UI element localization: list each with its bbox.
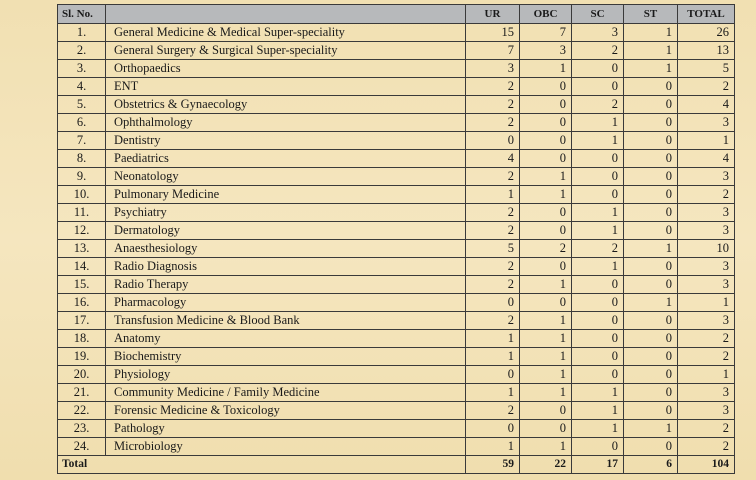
cell-total: 3	[678, 402, 735, 420]
table-row	[58, 402, 735, 420]
cell-ur: 0	[466, 366, 520, 384]
cell-sl-no: 5.	[58, 96, 106, 114]
header-st: ST	[624, 5, 678, 24]
table-row	[58, 258, 735, 276]
cell-sl-no: 1.	[58, 24, 106, 42]
cell-department: Orthopaedics	[106, 60, 466, 78]
cell-total: 2	[678, 78, 735, 96]
cell-sc: 0	[572, 186, 624, 204]
cell-sl-no: 8.	[58, 150, 106, 168]
cell-total: 3	[678, 114, 735, 132]
cell-department: Pharmacology	[106, 294, 466, 312]
cell-department: Ophthalmology	[106, 114, 466, 132]
cell-total: 1	[678, 294, 735, 312]
cell-obc: 2	[520, 240, 572, 258]
table-row	[58, 348, 735, 366]
table-row	[58, 330, 735, 348]
cell-total: 2	[678, 348, 735, 366]
cell-st: 0	[624, 330, 678, 348]
cell-sl-no: 24.	[58, 438, 106, 456]
cell-ur: 2	[466, 168, 520, 186]
cell-sc: 0	[572, 78, 624, 96]
cell-total: 2	[678, 330, 735, 348]
cell-department: Dentistry	[106, 132, 466, 150]
cell-sl-no: 11.	[58, 204, 106, 222]
cell-st: 1	[624, 24, 678, 42]
cell-obc: 1	[520, 60, 572, 78]
table-row	[58, 24, 735, 42]
cell-total: 2	[678, 420, 735, 438]
cell-department: Community Medicine / Family Medicine	[106, 384, 466, 402]
cell-sc: 2	[572, 240, 624, 258]
cell-ur: 2	[466, 222, 520, 240]
cell-obc: 1	[520, 366, 572, 384]
cell-total: 3	[678, 276, 735, 294]
cell-department: Dermatology	[106, 222, 466, 240]
seat-distribution-table	[57, 4, 735, 474]
header-ur: UR	[466, 5, 520, 24]
cell-ur: 2	[466, 78, 520, 96]
cell-department: Anatomy	[106, 330, 466, 348]
cell-sc: 1	[572, 222, 624, 240]
cell-obc: 0	[520, 258, 572, 276]
total-label: Total	[58, 456, 466, 474]
cell-sl-no: 23.	[58, 420, 106, 438]
cell-sc: 1	[572, 420, 624, 438]
cell-department: Paediatrics	[106, 150, 466, 168]
cell-ur: 2	[466, 312, 520, 330]
cell-ur: 2	[466, 114, 520, 132]
cell-department: Transfusion Medicine & Blood Bank	[106, 312, 466, 330]
cell-st: 1	[624, 60, 678, 78]
cell-ur: 5	[466, 240, 520, 258]
cell-sl-no: 18.	[58, 330, 106, 348]
cell-obc: 0	[520, 222, 572, 240]
cell-st: 0	[624, 114, 678, 132]
cell-obc: 1	[520, 438, 572, 456]
cell-obc: 0	[520, 294, 572, 312]
table-row	[58, 222, 735, 240]
cell-ur: 1	[466, 384, 520, 402]
table-row	[58, 276, 735, 294]
cell-sl-no: 2.	[58, 42, 106, 60]
cell-ur: 7	[466, 42, 520, 60]
table-row	[58, 204, 735, 222]
cell-ur: 2	[466, 402, 520, 420]
cell-total: 3	[678, 204, 735, 222]
cell-ur: 1	[466, 186, 520, 204]
cell-department: General Medicine & Medical Super-speciality	[106, 24, 466, 42]
cell-ur: 0	[466, 294, 520, 312]
cell-st: 1	[624, 42, 678, 60]
cell-sl-no: 10.	[58, 186, 106, 204]
cell-sl-no: 14.	[58, 258, 106, 276]
cell-st: 1	[624, 240, 678, 258]
total-sc: 17	[572, 456, 624, 474]
cell-total: 4	[678, 150, 735, 168]
header-sl-no: Sl. No.	[58, 5, 106, 24]
cell-total: 3	[678, 384, 735, 402]
cell-department: Neonatology	[106, 168, 466, 186]
cell-sl-no: 19.	[58, 348, 106, 366]
cell-st: 0	[624, 96, 678, 114]
cell-total: 4	[678, 96, 735, 114]
cell-obc: 0	[520, 132, 572, 150]
cell-sl-no: 16.	[58, 294, 106, 312]
cell-ur: 2	[466, 204, 520, 222]
cell-total: 2	[678, 186, 735, 204]
table-row	[58, 294, 735, 312]
total-st: 6	[624, 456, 678, 474]
table-row	[58, 312, 735, 330]
header-total: TOTAL	[678, 5, 735, 24]
cell-sl-no: 21.	[58, 384, 106, 402]
cell-st: 0	[624, 348, 678, 366]
cell-department: Anaesthesiology	[106, 240, 466, 258]
cell-st: 0	[624, 150, 678, 168]
cell-obc: 3	[520, 42, 572, 60]
cell-sc: 0	[572, 348, 624, 366]
cell-ur: 2	[466, 258, 520, 276]
cell-st: 0	[624, 204, 678, 222]
cell-st: 0	[624, 78, 678, 96]
cell-obc: 0	[520, 114, 572, 132]
cell-st: 1	[624, 420, 678, 438]
cell-st: 0	[624, 276, 678, 294]
cell-obc: 7	[520, 24, 572, 42]
cell-sc: 0	[572, 330, 624, 348]
table-row	[58, 150, 735, 168]
cell-department: ENT	[106, 78, 466, 96]
cell-ur: 1	[466, 348, 520, 366]
cell-sc: 0	[572, 366, 624, 384]
cell-total: 3	[678, 312, 735, 330]
cell-sc: 1	[572, 258, 624, 276]
cell-total: 3	[678, 222, 735, 240]
total-row	[58, 456, 735, 474]
cell-ur: 1	[466, 330, 520, 348]
cell-st: 0	[624, 132, 678, 150]
cell-ur: 2	[466, 96, 520, 114]
cell-sc: 3	[572, 24, 624, 42]
cell-sc: 0	[572, 438, 624, 456]
cell-obc: 0	[520, 420, 572, 438]
cell-sl-no: 20.	[58, 366, 106, 384]
total-obc: 22	[520, 456, 572, 474]
cell-sl-no: 15.	[58, 276, 106, 294]
cell-sl-no: 17.	[58, 312, 106, 330]
cell-sc: 1	[572, 402, 624, 420]
cell-total: 5	[678, 60, 735, 78]
cell-sl-no: 13.	[58, 240, 106, 258]
cell-obc: 0	[520, 204, 572, 222]
header-sc: SC	[572, 5, 624, 24]
table-row	[58, 186, 735, 204]
cell-sl-no: 4.	[58, 78, 106, 96]
cell-ur: 15	[466, 24, 520, 42]
cell-total: 1	[678, 132, 735, 150]
total-total: 104	[678, 456, 735, 474]
total-ur: 59	[466, 456, 520, 474]
cell-total: 3	[678, 258, 735, 276]
table-row	[58, 96, 735, 114]
cell-ur: 0	[466, 420, 520, 438]
cell-obc: 1	[520, 348, 572, 366]
cell-ur: 3	[466, 60, 520, 78]
cell-sl-no: 12.	[58, 222, 106, 240]
cell-obc: 1	[520, 168, 572, 186]
cell-obc: 0	[520, 96, 572, 114]
cell-ur: 2	[466, 276, 520, 294]
cell-sc: 1	[572, 132, 624, 150]
cell-sc: 0	[572, 60, 624, 78]
cell-ur: 1	[466, 438, 520, 456]
cell-st: 1	[624, 294, 678, 312]
table-row	[58, 114, 735, 132]
cell-sc: 0	[572, 312, 624, 330]
cell-st: 0	[624, 366, 678, 384]
cell-total: 10	[678, 240, 735, 258]
header-obc: OBC	[520, 5, 572, 24]
cell-st: 0	[624, 222, 678, 240]
cell-obc: 1	[520, 276, 572, 294]
cell-st: 0	[624, 258, 678, 276]
cell-department: Obstetrics & Gynaecology	[106, 96, 466, 114]
cell-st: 0	[624, 312, 678, 330]
cell-obc: 0	[520, 402, 572, 420]
cell-st: 0	[624, 168, 678, 186]
cell-department: Pulmonary Medicine	[106, 186, 466, 204]
cell-sc: 1	[572, 384, 624, 402]
cell-obc: 1	[520, 312, 572, 330]
table-row	[58, 78, 735, 96]
cell-sl-no: 22.	[58, 402, 106, 420]
cell-total: 2	[678, 438, 735, 456]
table-row	[58, 60, 735, 78]
cell-st: 0	[624, 384, 678, 402]
cell-sl-no: 3.	[58, 60, 106, 78]
cell-obc: 0	[520, 150, 572, 168]
cell-st: 0	[624, 438, 678, 456]
cell-sl-no: 7.	[58, 132, 106, 150]
table-row	[58, 240, 735, 258]
cell-total: 3	[678, 168, 735, 186]
table-row	[58, 384, 735, 402]
cell-ur: 4	[466, 150, 520, 168]
cell-sc: 2	[572, 42, 624, 60]
cell-sc: 0	[572, 276, 624, 294]
cell-department: Microbiology	[106, 438, 466, 456]
table-row	[58, 168, 735, 186]
cell-department: Psychiatry	[106, 204, 466, 222]
cell-department: Physiology	[106, 366, 466, 384]
cell-ur: 0	[466, 132, 520, 150]
table-row	[58, 366, 735, 384]
cell-sc: 1	[572, 114, 624, 132]
cell-sc: 2	[572, 96, 624, 114]
table-row	[58, 132, 735, 150]
cell-sc: 0	[572, 168, 624, 186]
cell-sc: 0	[572, 294, 624, 312]
cell-department: Radio Therapy	[106, 276, 466, 294]
cell-st: 0	[624, 402, 678, 420]
cell-department: Pathology	[106, 420, 466, 438]
cell-sc: 0	[572, 150, 624, 168]
cell-obc: 1	[520, 186, 572, 204]
table-row	[58, 438, 735, 456]
cell-total: 1	[678, 366, 735, 384]
cell-st: 0	[624, 186, 678, 204]
cell-department: Biochemistry	[106, 348, 466, 366]
cell-department: Radio Diagnosis	[106, 258, 466, 276]
cell-obc: 0	[520, 78, 572, 96]
cell-obc: 1	[520, 330, 572, 348]
cell-department: General Surgery & Surgical Super-speciality	[106, 42, 466, 60]
cell-sl-no: 9.	[58, 168, 106, 186]
cell-sc: 1	[572, 204, 624, 222]
table-row	[58, 420, 735, 438]
cell-department: Forensic Medicine & Toxicology	[106, 402, 466, 420]
cell-obc: 1	[520, 384, 572, 402]
table-row	[58, 42, 735, 60]
cell-total: 26	[678, 24, 735, 42]
table-header-row	[58, 5, 735, 24]
cell-sl-no: 6.	[58, 114, 106, 132]
header-department	[106, 5, 466, 24]
table-body	[58, 24, 735, 456]
cell-total: 13	[678, 42, 735, 60]
